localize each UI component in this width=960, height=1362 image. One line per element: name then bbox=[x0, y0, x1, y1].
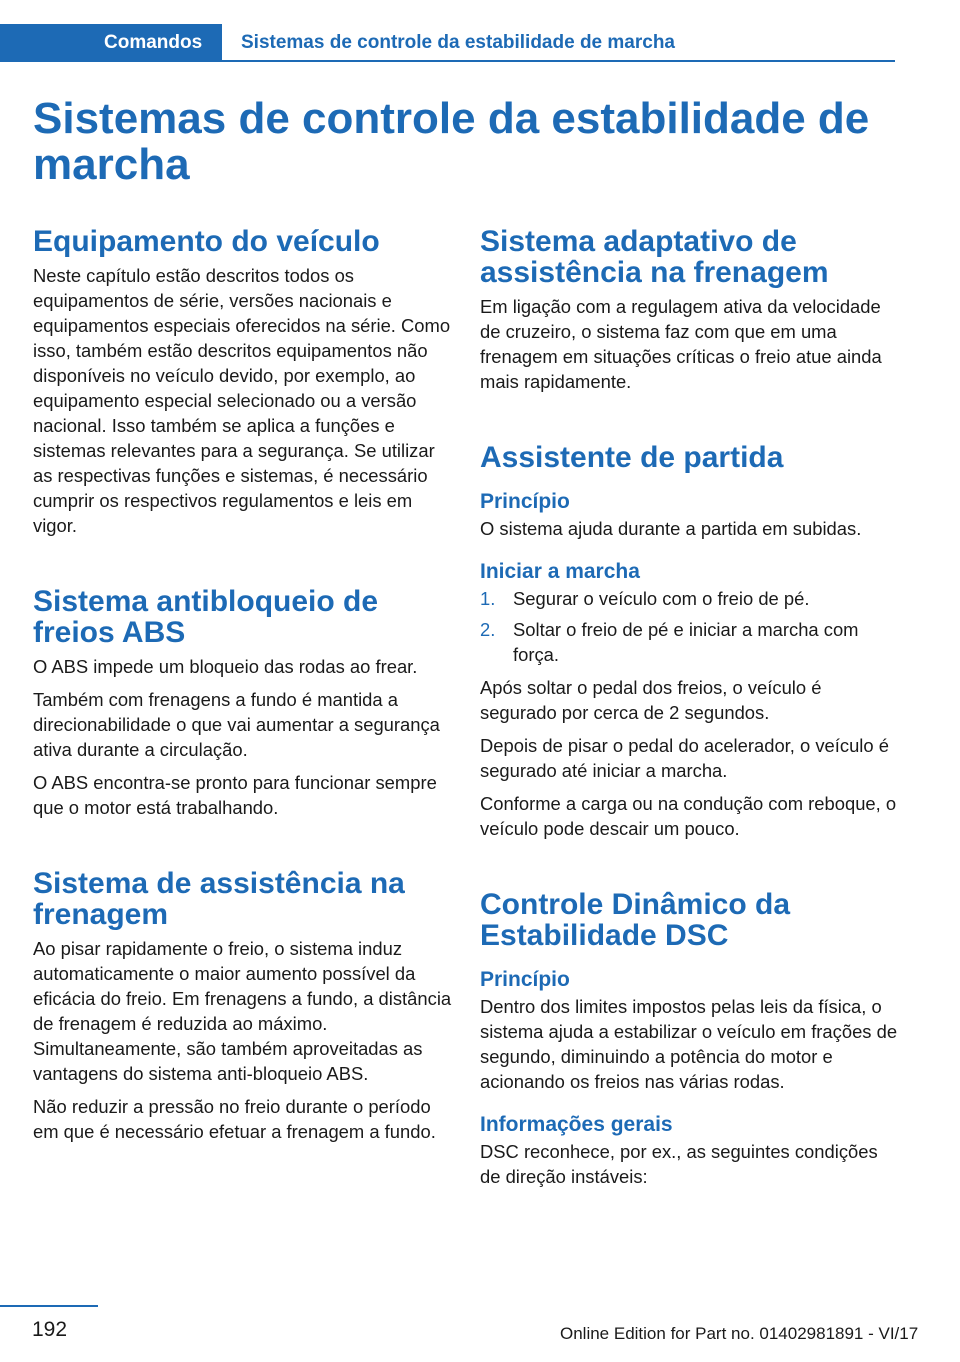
subheading-principio: Princípio bbox=[480, 968, 570, 991]
step-number: 1. bbox=[480, 588, 496, 609]
heading-abs: Sistema antibloqueio de freios ABS bbox=[33, 585, 379, 649]
subheading-principio: Princípio bbox=[480, 490, 570, 513]
heading-equipamento: Equipamento do veículo bbox=[33, 225, 380, 258]
list-item bbox=[480, 617, 900, 667]
steps-list bbox=[480, 586, 900, 667]
heading-dsc: Controle Dinâmico da Estabilidade DSC bbox=[480, 888, 791, 952]
list-item bbox=[480, 586, 900, 611]
paragraph: Dentro dos limites impostos pelas leis da física, o sistema ajuda a estabilizar o veículo em frações de segundo, diminuindo a potência do motor e acionando os freios nas várias rodas. bbox=[480, 996, 898, 1092]
heading-assistente-partida: Assistente de partida bbox=[480, 441, 784, 474]
paragraph: Em ligação com a regulagem ativa da velocidade de cruzeiro, o sistema faz com que em uma frenagem em situações críticas o freio atue ainda mais rapidamente. bbox=[480, 296, 882, 392]
subheading-iniciar-marcha: Iniciar a marcha bbox=[480, 560, 640, 583]
paragraph: O ABS encontra-se pronto para funcionar sempre que o motor está trabalhando. bbox=[33, 772, 437, 818]
paragraph: O sistema ajuda durante a partida em subidas. bbox=[480, 518, 862, 539]
right-column bbox=[480, 226, 900, 1197]
left-column bbox=[33, 226, 453, 1152]
paragraph: Após soltar o pedal dos freios, o veículo é segurado por cerca de 2 segundos. bbox=[480, 677, 822, 723]
paragraph: Ao pisar rapidamente o freio, o sistema induz automaticamente o maior aumento possível da eficácia do freio. Em frenagens a fundo, a distância de frenagem é reduzida ao máximo. Simultaneamente, são também aproveitadas as vantagens do sistema anti-bloqueio ABS. bbox=[33, 938, 452, 1084]
heading-adaptativo: Sistema adaptativo de assistência na frenagem bbox=[480, 225, 829, 289]
step-text: Soltar o freio de pé e iniciar a marcha com força. bbox=[513, 619, 859, 665]
paragraph: Também com frenagens a fundo é mantida a direcionabilidade o que vai aumentar a segurança ativa durante a circulação. bbox=[33, 689, 440, 760]
paragraph: Conforme a carga ou na condução com reboque, o veículo pode descair um pouco. bbox=[480, 793, 897, 839]
footer-edition: Online Edition for Part no. 01402981891 - VI/17 bbox=[560, 1324, 919, 1343]
step-text: Segurar o veículo com o freio de pé. bbox=[513, 588, 810, 609]
chapter-tab: Comandos bbox=[0, 24, 222, 62]
paragraph: Depois de pisar o pedal do acelerador, o veículo é segurado até iniciar a marcha. bbox=[480, 735, 889, 781]
section-title: Sistemas de controle da estabilidade de marcha bbox=[241, 32, 675, 53]
paragraph: Neste capítulo estão descritos todos os equipamentos de série, versões nacionais e equipamentos especiais oferecidos na série. Como isso, também estão descritos equipamentos não disponíveis no veículo devido, por exemplo, ao equipamento especial selecionado ou a versão nacional. Isso também se aplica a funções e sistemas relevantes para a segurança. Se utilizar as respectivas funções e sistemas, é necessário cumprir os respectivos regulamentos e leis em vigor. bbox=[33, 265, 451, 536]
subheading-informacoes-gerais: Informações gerais bbox=[480, 1113, 673, 1136]
page-title: Sistemas de controle da estabilidade de marcha bbox=[33, 94, 870, 189]
paragraph: Não reduzir a pressão no freio durante o período em que é necessário efetuar a frenagem a fundo. bbox=[33, 1096, 436, 1142]
paragraph: O ABS impede um bloqueio das rodas ao frear. bbox=[33, 656, 418, 677]
paragraph: DSC reconhece, por ex., as seguintes condições de direção instáveis: bbox=[480, 1141, 878, 1187]
step-number: 2. bbox=[480, 619, 496, 640]
heading-assistencia-frenagem: Sistema de assistência na frenagem bbox=[33, 867, 405, 931]
page-header bbox=[0, 24, 895, 62]
page-number-rule bbox=[0, 1305, 98, 1307]
page-number: 192 bbox=[32, 1318, 68, 1341]
header-rule bbox=[222, 60, 895, 62]
